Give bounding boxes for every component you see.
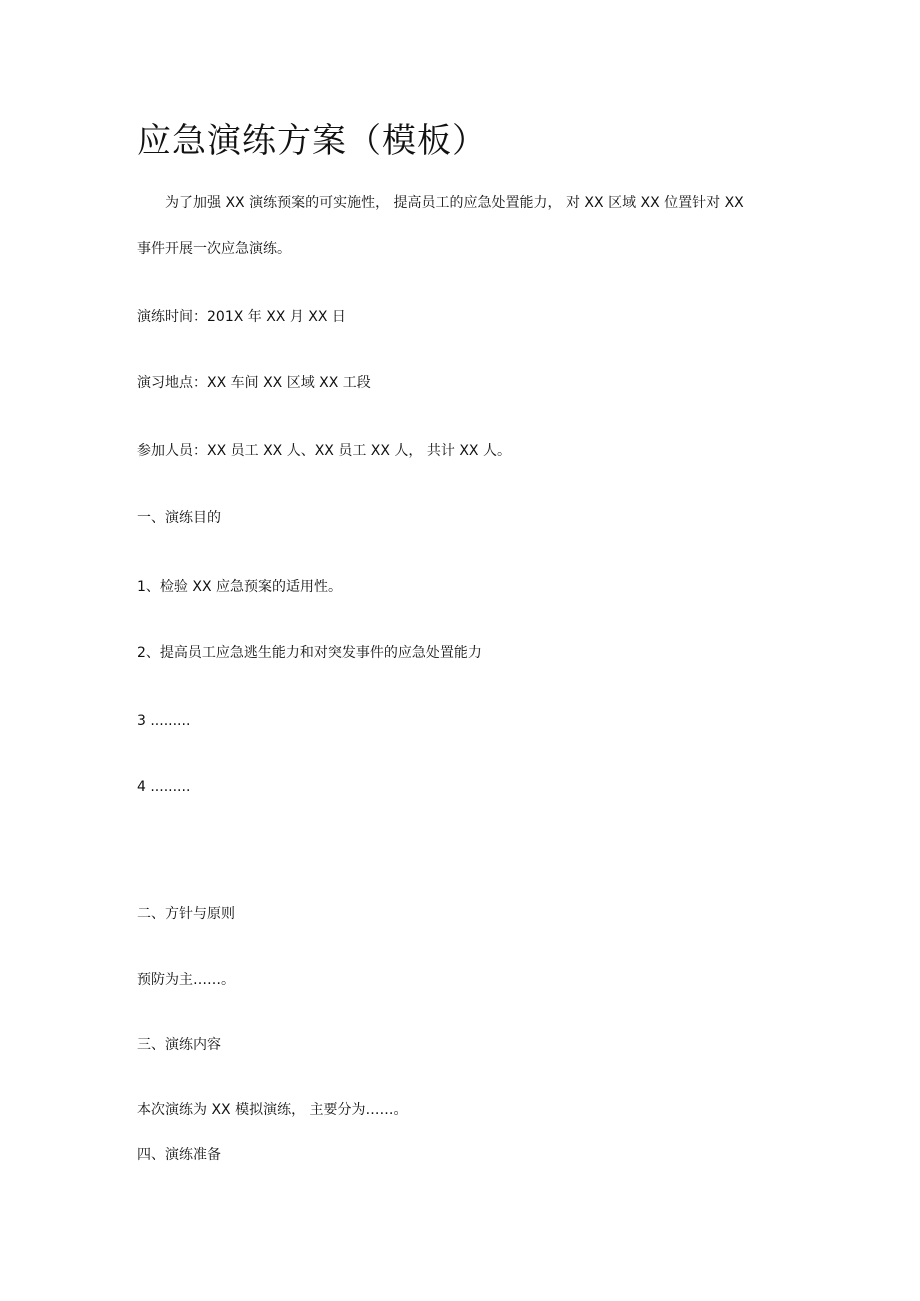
section-1-item: 4 ......... xyxy=(137,779,191,795)
section-2-heading: 二、方针与原则 xyxy=(137,906,235,922)
intro-line-1: 为了加强 XX 演练预案的可实施性， 提高员工的应急处置能力， 对 XX 区域 XX 位置针对 XX xyxy=(165,195,744,211)
section-1-item: 3 ......... xyxy=(137,713,191,729)
section-2-body: 预防为主……。 xyxy=(137,972,235,988)
document-title: 应急演练方案（模板） xyxy=(137,121,487,161)
drill-participants: 参加人员：XX 员工 XX 人、XX 员工 XX 人， 共计 XX 人。 xyxy=(137,443,511,459)
section-1-item: 1、检验 XX 应急预案的适用性。 xyxy=(137,579,342,595)
section-4-heading: 四、演练准备 xyxy=(137,1147,221,1163)
section-3-body: 本次演练为 XX 模拟演练， 主要分为……。 xyxy=(137,1102,408,1118)
section-1-item: 2、提高员工应急逃生能力和对突发事件的应急处置能力 xyxy=(137,645,482,661)
drill-time: 演练时间：201X 年 XX 月 XX 日 xyxy=(137,309,346,325)
section-1-heading: 一、演练目的 xyxy=(137,510,221,526)
drill-location: 演习地点：XX 车间 XX 区域 XX 工段 xyxy=(137,375,371,391)
section-3-heading: 三、演练内容 xyxy=(137,1037,221,1053)
intro-line-2: 事件开展一次应急演练。 xyxy=(137,241,291,257)
